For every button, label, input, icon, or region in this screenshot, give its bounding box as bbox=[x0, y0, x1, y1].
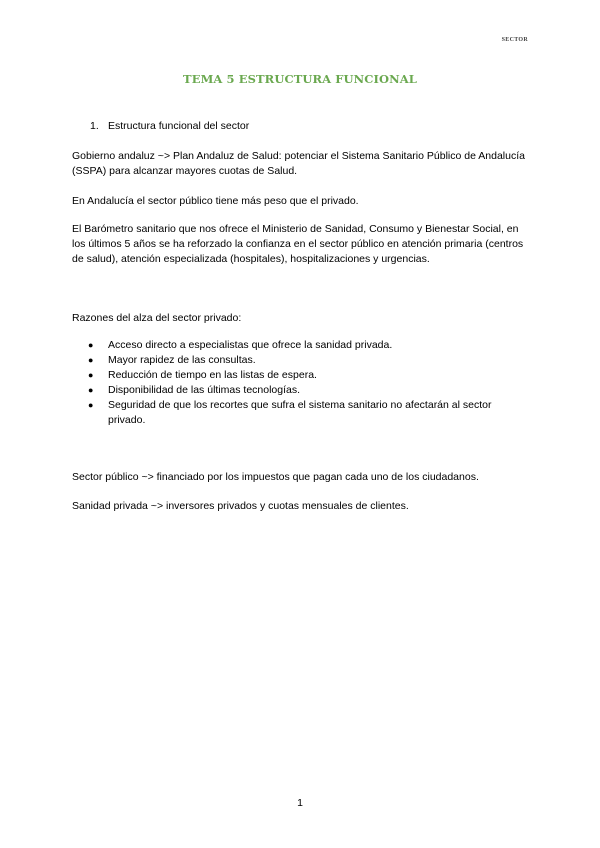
list-item: ● Acceso directo a especialistas que ofrece la sanidad privada. bbox=[88, 339, 393, 351]
paragraph-andalucia-peso: En Andalucía el sector público tiene más peso que el privado. bbox=[72, 195, 359, 207]
heading-number: 1. bbox=[90, 120, 99, 132]
bullet-icon: ● bbox=[88, 370, 94, 380]
bullet-icon: ● bbox=[88, 400, 94, 410]
list-item: ● Seguridad de que los recortes que sufra el sistema sanitario no afectarán al sector privado. bbox=[88, 399, 492, 426]
bullet-icon: ● bbox=[88, 355, 94, 365]
paragraph-plan-andaluz: Gobierno andaluz ~> Plan Andaluz de Salud: potenciar el Sistema Sanitario Público de Andalucía (SSPA) para alcanzar mayores cuotas de Salud. bbox=[72, 150, 525, 177]
list-item: ● Mayor rapidez de las consultas. bbox=[88, 354, 256, 366]
bullet-icon: ● bbox=[88, 340, 94, 350]
page-title: TEMA 5 ESTRUCTURA FUNCIONAL bbox=[183, 72, 417, 86]
paragraph-barometro: El Barómetro sanitario que nos ofrece el Ministerio de Sanidad, Consumo y Bienestar Social, en los últimos 5 años se ha reforzado la confianza en el sector público en atención primaria (centros de salud), atención especializada (hospitales), hospitalizaciones y urgencias. bbox=[72, 223, 524, 265]
page-number: 1 bbox=[297, 797, 303, 809]
list-item: ● Disponibilidad de las últimas tecnologías. bbox=[88, 384, 301, 396]
paragraph-razones: Razones del alza del sector privado: bbox=[72, 312, 242, 324]
reasons-list bbox=[86, 338, 526, 428]
header-tag: SECTOR bbox=[501, 37, 528, 43]
list-item: ● Reducción de tiempo en las listas de espera. bbox=[88, 369, 317, 381]
numbered-heading bbox=[90, 119, 249, 134]
heading-label: Estructura funcional del sector bbox=[108, 120, 250, 132]
paragraph-sector-publico: Sector público ~> financiado por los impuestos que pagan cada uno de los ciudadanos. bbox=[72, 471, 479, 483]
bullet-icon: ● bbox=[88, 385, 94, 395]
paragraph-sanidad-privada: Sanidad privada ~> inversores privados y cuotas mensuales de clientes. bbox=[72, 500, 409, 512]
